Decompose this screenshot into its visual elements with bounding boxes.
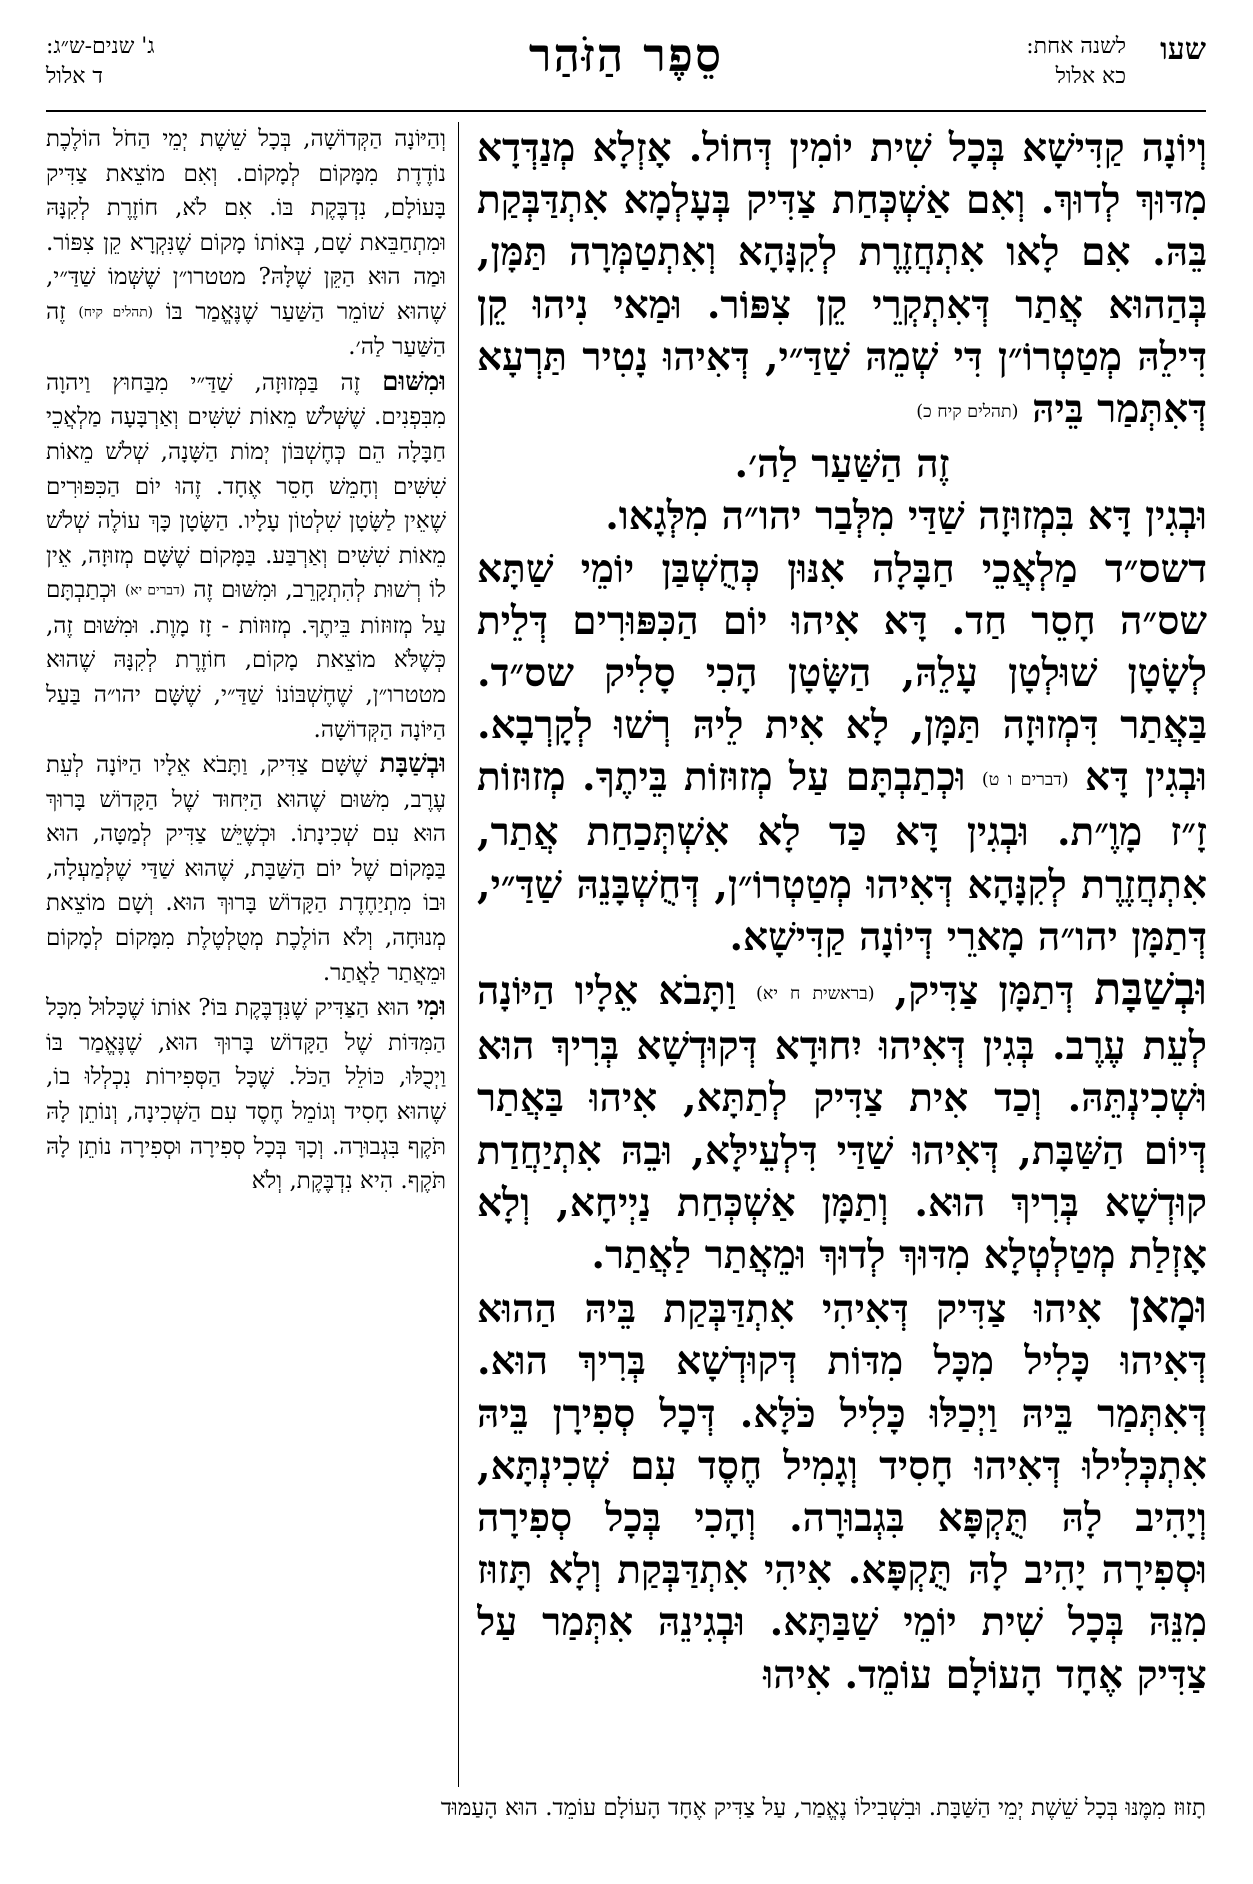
citation: (דברים ו ט) [981,770,1069,791]
schedule-date-one-year: כא אלול [1055,64,1126,89]
schedule-label-one-year: לשנה אחת: [1026,34,1126,59]
schedule-label-three-year: ג' שנים-ש״ג: [46,34,155,59]
citation: (בראשית ח יא) [756,983,875,1004]
aramaic-paragraph: וּבְשַׁבָּת דְּתַמָּן צַדִּיק, (בראשית ח יא) וַתָּבֹא אֵלָיו הַיּוֹנָה לְעֵת עֶרֶב. בְּגִין דְּאִיהוּ יִחוּדָא דְּקוּדְשָׁא בְּרִיךְ הוּא וּשְׁכִינְתֵּהּ. וְכַד אִית צַדִּיק לְתַתָּא, אִיהוּ בַּאֲתַר דְּיוֹם הַשַּׁבָּת, דְּאִיהוּ שַׁדַּי דִּלְעֵילָּא, וּבֵהּ אִתְיַחֲדַת קוּדְשָׁא בְּרִיךְ הוּא. וְתַמָּן אַשְׁכְּחַת נַיְיחָא, וְלָא אָזְלַת מְטַלְטְלָא מִדּוּךְ לְדוּךְ וּמֵאֲתַר לַאֲתַר. [477,963,1207,1278]
paragraph-opener: וּמִי [416,991,446,1023]
aramaic-column [477,122,1207,1787]
hebrew-paragraph: וְהַיּוֹנָה הַקְּדוֹשָׁה, בְּכָל שֵׁשֶׁת יְמֵי הַחֹל הוֹלֶכֶת נוֹדֶדֶת מִמָּקוֹם לְמָקוֹם. וְאִם מוֹצֵאת צַדִּיק בָּעוֹלָם, נִדְבֶּקֶת בּוֹ. אִם לֹא, חוֹזֶרֶת לְקִנָּהּ וּמִתְחַבֵּאת שָׁם, בְּאוֹתוֹ מָקוֹם שֶׁנִּקְרָא קֵן צִפּוֹר. וּמַה הוּא הַקֵּן שֶׁלָּהּ? מטטרו״ן שֶׁשְּׁמוֹ שַׁדַּ״י, שֶׁהוּא שׁוֹמֵר הַשַּׁעַר שֶׁנֶּאֱמַר בּוֹ (תהלים קיח) זֶה הַשַּׁעַר לַה׳. [46,126,446,361]
reading-schedule-three-year [46,32,155,92]
page-number: שעו [1160,32,1206,67]
book-title: סֵפֶר הַזֹּהַר [528,28,724,82]
aramaic-paragraph: וּבְגִין דָּא בִּמְזוּזָה שַׁדַּי מִלְּבַר יהו״ה מִלְּגָאו. [605,493,1207,540]
aramaic-paragraph: דשס״ד מַלְאֲכֵי חַבָּלָה אִנּוּן כְּחֻשְׁבַּן יוֹמֵי שַׁתָּא שס״ה חָסֵר חַד. דָּא אִיהוּ יוֹם הַכִּפּוּרִים דְּלֵית לְשָׂטָן שׁוּלְטָן עָלֵהּ, הַשָּׂטָן הָכִי סָלִיק שס״ד. בַּאֲתַר דִּמְזוּזָה תַּמָּן, לָא אִית לֵיהּ רְשׁוּ לְקָרְבָא. וּבְגִין דָּא (דברים ו ט) וּכְתַבְתָּם עַל מְזוּזוֹת בֵּיתֶךָ. מְזוּזוֹת זָ״ז מָוֶ״ת. וּבְגִין דָּא כַּד לָא אִשְׁתְּכַחַת אֲתַר, אִתְחֲזֶרֶת לְקִנָּהָא דְּאִיהוּ מְטַטְרוֹ״ן, דְּחֻשְׁבָּנֵהּ שַׁדַּ״י, דְּתַמָּן יהו״ה מָארֵי דְּיוֹנָה קַדִּישָׁא. [477,545,1207,960]
aramaic-paragraph: וְיוֹנָה קַדִּישָׁא בְּכָל שִׁית יוֹמִין דְּחוֹל. אָזְלָא מְנַדְּדָא מִדּוּךְ לְדוּךְ. וְאִם אַשְׁכְּחַת צַדִּיק בְּעָלְמָא אִתְדַּבְּקַת בֵּהּ. אִם לָאו אִתְחֲזֶרֶת לְקִנָּהָא וְאִתְטַמְּרָה תַּמָּן, בְּהַהוּא אֲתַר דְּאִתְקְרֵי קֵן צִפּוֹר. וּמַאי נִיהוּ קֵן דִּילֵהּ מְטַטְרוֹ״ן דִּי שְׁמֵהּ שַׁדַּ״י, דְּאִיהוּ נָטִיר תַּרְעָא דְּאִתְּמַר בֵּיהּ (תהלים קיח כ) [477,125,1207,433]
paragraph-opener: וּבְשַׁבָּת [379,748,446,780]
header-divider [46,110,1206,112]
paragraph-opener: וּבְשַׁבָּת [1094,963,1207,1016]
paragraph-opener: וּמִשּׁוּם [382,365,446,397]
aramaic-paragraph: וּמָאן אִיהוּ צַדִּיק דְּאִיהִי אִתְדַּבְּקַת בֵּיהּ הַהוּא דְּאִיהוּ כָּלִיל מִכָּל מִדּוֹת דְּקוּדְשָׁא בְּרִיךְ הוּא. דְּאִתְּמַר בֵּיהּ וַיְכַלּוּ כָּלִיל כֹּלָּא. דְּכָל סְפִירָן בֵּיהּ אִתְכְּלִילוּ דְּאִיהוּ חָסִיד וְגָמִיל חֶסֶד עִם שְׁכִינְתָּא, וְיָהִיב לָהּ תֻּקְפָּא בִּגְבוּרָה. וְהָכִי בְּכָל סְפִירָה וּסְפִירָה יָהִיב לָהּ תֻּקְפָּא. אִיהִי אִתְדַּבְּקַת וְלָא תָּזוּז מִנֵּהּ בְּכָל שִׁית יוֹמֵי שַׁבַּתָּא. וּבְגִינֵהּ אִתְּמַר עַל צַדִּיק אֶחָד הָעוֹלָם עוֹמֵד. אִיהוּ [477,1281,1207,1698]
column-divider [458,122,459,1787]
citation: (תהלים קיח כ) [916,401,1019,422]
hebrew-translation-column [46,122,446,1787]
hebrew-paragraph: וּמִי הוּא הַצַּדִּיק שֶׁנִּדְבֶּקֶת בּוֹ? אוֹתוֹ שֶׁכָּלוּל מִכָּל הַמִּדּוֹת שֶׁל הַקָּדוֹשׁ בָּרוּךְ הוּא, שֶׁנֶּאֱמַר בּוֹ וַיְכֻלּוּ, כּוֹלֵל הַכֹּל. שֶׁכָּל הַסְּפִירוֹת נִכְלְלוּ בוֹ, שֶׁהוּא חָסִיד וְגוֹמֵל חֶסֶד עִם הַשְּׁכִינָה, וְנוֹתֵן לָהּ תֹּקֶף בִּגְבוּרָה. וְכָךְ בְּכָל סְפִירָה וּסְפִירָה נוֹתֵן לָהּ תֹּקֶף. הִיא נִדְבֶּקֶת, וְלֹא [46,991,446,1195]
footer-continuation: תָזוּז מִמֶּנּוּ בְּכָל שֵׁשֶׁת יְמֵי הַשַּׁבָּת. וּבִשְׁבִילוֹ נֶאֱמַר, עַל צַדִּיק אֶחָד הָעוֹלָם עוֹמֵד. הוּא הָעַמּוּד [440,1795,1206,1821]
hebrew-paragraph: וּבְשַׁבָּת שֶׁשָּׁם צַדִּיק, וַתָּבֹא אֵלָיו הַיּוֹנָה לְעֵת עֶרֶב, מִשּׁוּם שֶׁהוּא הַיִּחוּד שֶׁל הַקָּדוֹשׁ בָּרוּךְ הוּא עִם שְׁכִינָתוֹ. וּכְשֶׁיֵּשׁ צַדִּיק לְמַטָּה, הוּא בַּמָּקוֹם שֶׁל יוֹם הַשַּׁבָּת, שֶׁהוּא שַׁדַּי שֶׁלְּמַעְלָה, וּבוֹ מִתְיַחֶדֶת הַקָּדוֹשׁ בָּרוּךְ הוּא. וְשָׁם מוֹצֵאת מְנוּחָה, וְלֹא הוֹלֶכֶת מְטֻלְטֶלֶת מִמָּקוֹם לְמָקוֹם וּמֵאֲתַר לַאֲתַר. [46,748,446,986]
aramaic-paragraph-end: זֶה הַשַּׁעַר לַה׳. [734,441,950,488]
schedule-date-three-year: ד אלול [46,64,103,89]
hebrew-paragraph: וּמִשּׁוּם זֶה בַּמְּזוּזָה, שַׁדַּ״י מִבַּחוּץ וַיהוָה מִבִּפְנִים. שֶׁשְּׁלֹשׁ מֵאוֹת שִׁשִּׁים וְאַרְבָּעָה מַלְאֲכֵי חַבָּלָה הֵם כְּחֶשְׁבּוֹן יְמוֹת הַשָּׁנָה, שְׁלֹשׁ מֵאוֹת שִׁשִּׁים וְחָמֵשׁ חָסֵר אֶחָד. זֶהוּ יוֹם הַכִּפּוּרִים שֶׁאֵין לַשָּׂטָן שִׁלְטוֹן עָלָיו. הַשָּׂטָן כָּךְ עוֹלֶה שְׁלֹשׁ מֵאוֹת שִׁשִּׁים וְאַרְבַּע. בַּמָּקוֹם שֶׁשָּׁם מְזוּזָה, אֵין לוֹ רְשׁוּת לְהִתְקָרֵב, וּמִשּׁוּם זֶה (דברים יא) וּכְתַבְתָּם עַל מְזוּזוֹת בֵּיתֶךָ. מְזוּזוֹת - זָז מָוֶת. וּמִשּׁוּם זֶה, כְּשֶׁלֹּא מוֹצֵאת מָקוֹם, חוֹזֶרֶת לְקִנָּהּ שֶׁהוּא מטטרו״ן, שֶׁחֶשְׁבּוֹנוֹ שַׁדַּ״י, שֶׁשָּׁם יהו״ה בַּעַל הַיּוֹנָה הַקְּדוֹשָׁה. [46,365,446,743]
paragraph-opener: וּמָאן [1129,1281,1207,1334]
citation: (דברים יא) [124,583,186,600]
page-header [46,28,1206,112]
citation: (תהלים קיח) [78,304,154,321]
